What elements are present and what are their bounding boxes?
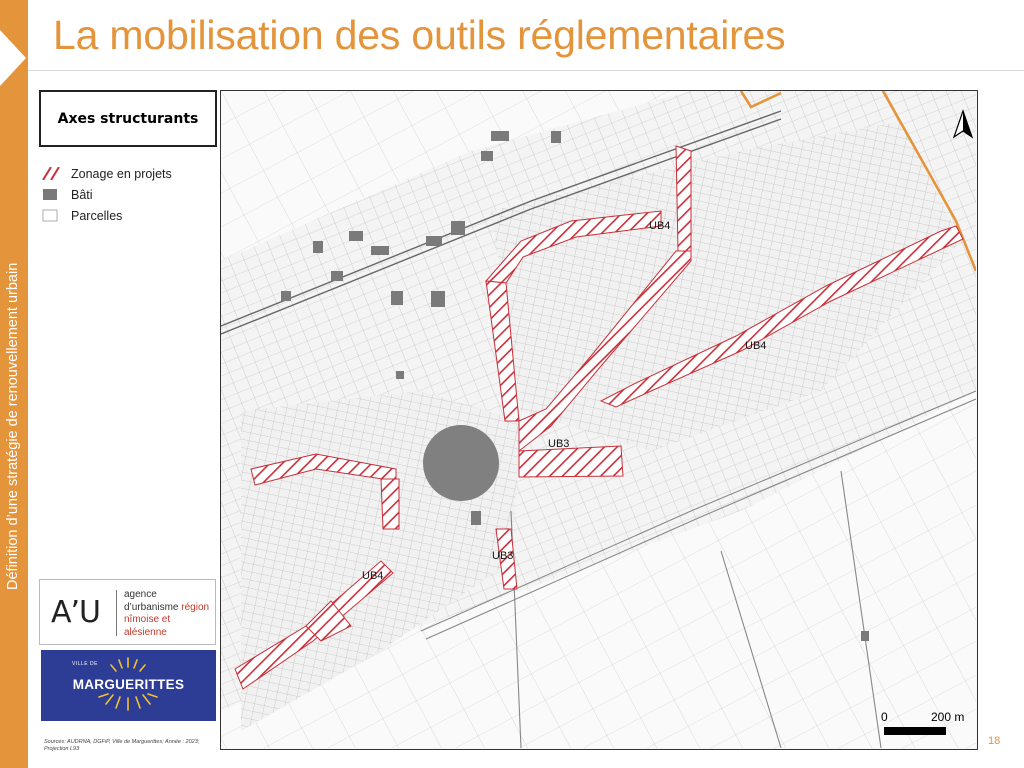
au-logo-mark: A’U (51, 595, 101, 630)
au-agency-logo (39, 579, 216, 645)
marguerittes-logo: VILLE DE MARGUERITTES (41, 650, 216, 721)
legend-label: Parcelles (71, 208, 123, 223)
red-hatch-icon (39, 167, 65, 180)
marguerittes-name: MARGUERITTES (72, 677, 185, 692)
panel-title: Axes structurants (39, 90, 217, 147)
scale-start: 0 (881, 710, 888, 724)
zone-label-ub3: UB3 (492, 550, 514, 562)
scale-end: 200 m (931, 710, 965, 724)
map-legend (39, 163, 219, 226)
zone-label-ub3: UB3 (548, 438, 570, 450)
legend-item-parcelles (39, 205, 219, 226)
page-number: 18 (988, 735, 1001, 747)
zone-label-ub4: UB4 (362, 570, 384, 582)
slide-title: La mobilisation des outils réglementaires (53, 12, 786, 58)
au-logo-text: agence d’urbanisme région nîmoise et alésienne (124, 589, 210, 638)
old-town-core (423, 425, 499, 501)
sources-note: Sources: AUDRNA, DGFiP, Ville de Marguerittes; Année : 2023; Projection L93 (44, 739, 200, 752)
side-notch (0, 30, 26, 86)
grey-fill-icon (39, 188, 65, 201)
zone-label-ub4: UB4 (649, 220, 671, 232)
zone-label-ub4: UB4 (745, 340, 767, 352)
logo-divider (116, 590, 117, 636)
outline-icon (39, 209, 65, 222)
title-divider (28, 70, 1024, 71)
legend-label: Bâti (71, 187, 93, 202)
legend-item-zonage (39, 163, 219, 184)
legend-label: Zonage en projets (71, 166, 172, 181)
urban-map (220, 90, 978, 750)
legend-item-bati (39, 184, 219, 205)
